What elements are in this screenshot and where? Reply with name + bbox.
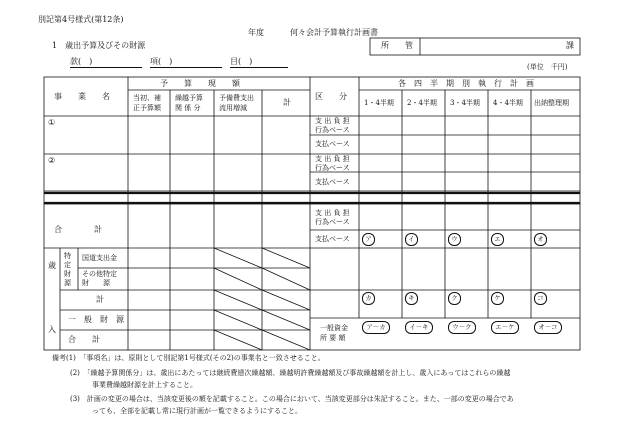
page-title: 何々会計予算執行計画書 [290,28,378,37]
general-needed-label-2: 所 要 額 [320,334,346,342]
total-payment: 支払ベース [315,235,350,243]
item-2-payment: 支払ベース [315,178,350,186]
circle-marker-b-1: カ [362,292,375,305]
circle-marker-c-4: エ－ケ [491,321,519,334]
circle-marker-c-2: イ－キ [405,321,433,334]
circle-marker-a-1: ア [362,233,375,246]
circle-marker-b-4: ケ [491,292,504,305]
carryover-header-1: 繰越予算 [175,94,203,102]
revenue-side-1: 歳 [48,261,56,270]
note-2: (2) 「繰越予算関係分」は、歳出にあたっては継続費逓次繰越額、繰越明許費繰越額及び事故繰越額を計上し、歳入にあってはこれらの繰越 [70,369,511,377]
circle-marker-a-5: オ [534,233,547,246]
category-header: 区 分 [315,92,347,101]
national-subsidy-label: 国道支出金 [82,254,117,262]
circle-marker-c-1: ア－カ [362,321,390,334]
general-needed-label-1: 一般資金 [320,324,348,332]
general-funds-label: 一 般 財 源 [68,315,124,324]
form-reference: 別記第4号様式(第12条) [38,15,124,24]
note-3: (3) 計画の変更の場合は、当該変更後の額を記載すること。この場合において、当該変更部分は朱記すること。また、一部の変更の場合であ [70,395,514,403]
project-name-header: 事 業 名 [54,92,110,101]
unit-note: (単位 千円) [527,63,568,71]
quarter-4-header: 4・4半期 [493,99,523,107]
closing-period-header: 出納整理期 [534,99,569,107]
reserve-header-1: 予備費支出 [219,94,254,102]
revenue-total-label: 合 計 [68,335,100,344]
jurisdiction-unit: 課 [566,41,574,50]
note-2-cont: 事業費繰越財源を計上すること。 [92,381,197,389]
item-2-commitment-2: 行為ベース [315,164,350,172]
item-1-commitment-2: 行為ベース [315,126,350,134]
quarter-2-header: 2・4半期 [407,99,437,107]
initial-budget-header-1: 当初、補 [133,94,161,102]
specific-char-2: 定 [64,261,71,269]
quarter-1-header: 1・4半期 [364,99,394,107]
item-1-commitment-1: 支 出 負 担 [315,117,350,125]
circle-marker-c-3: ウ－ク [448,321,476,334]
kou-field: 項( ) [150,57,173,66]
quarter-3-header: 3・4半期 [450,99,480,107]
note-1: 備考(1) 「事項名」は、原則として別記第1号様式(その2)の事業名と一致させること。 [52,354,325,362]
jurisdiction-label: 所 管 [381,41,413,50]
moku-underline [230,67,288,68]
title-year: 年度 [248,28,264,37]
circle-marker-b-3: ク [448,292,461,305]
carryover-header-2: 関 係 分 [175,104,201,112]
kan-underline [70,67,142,68]
item-2-marker: ② [48,156,56,165]
other-specific-label-2: 財 源 [82,279,110,287]
total-commitment-1: 支 出 負 担 [315,209,350,217]
other-specific-label-1: その他特定 [82,270,117,278]
kan-field: 款( ) [70,57,93,66]
specific-char-3: 財 [64,270,71,278]
circle-marker-a-4: エ [491,233,504,246]
note-3-cont: っても、全部を記載し常に現行計画が一覧できるようにすること。 [92,407,302,415]
revenue-side-2: 入 [48,325,56,334]
specific-char-1: 特 [64,252,71,260]
kou-underline [150,67,222,68]
item-2-commitment-1: 支 出 負 担 [315,155,350,163]
quarterly-plan-header: 各 四 半 期 別 執 行 計 画 [398,79,534,88]
section-heading: 1 歳出予算及びその財源 [52,41,146,50]
circle-marker-a-2: イ [405,233,418,246]
total-commitment-2: 行為ベース [315,218,350,226]
reserve-header-2: 流用増減 [219,104,247,112]
total-header: 計 [283,98,291,107]
revenue-subtotal-label: 計 [96,295,104,304]
budget-amount-header: 予 算 現 額 [160,79,240,88]
circle-marker-c-5: オ－コ [534,321,562,334]
circle-marker-b-2: キ [405,292,418,305]
specific-char-4: 源 [64,279,71,287]
circle-marker-a-3: ウ [448,233,461,246]
moku-field: 目( ) [230,57,253,66]
item-1-marker: ① [48,118,56,127]
item-1-payment: 支払ベース [315,140,350,148]
initial-budget-header-2: 正予算額 [133,104,161,112]
grand-total-label: 合 計 [54,225,102,234]
circle-marker-b-5: コ [534,292,547,305]
